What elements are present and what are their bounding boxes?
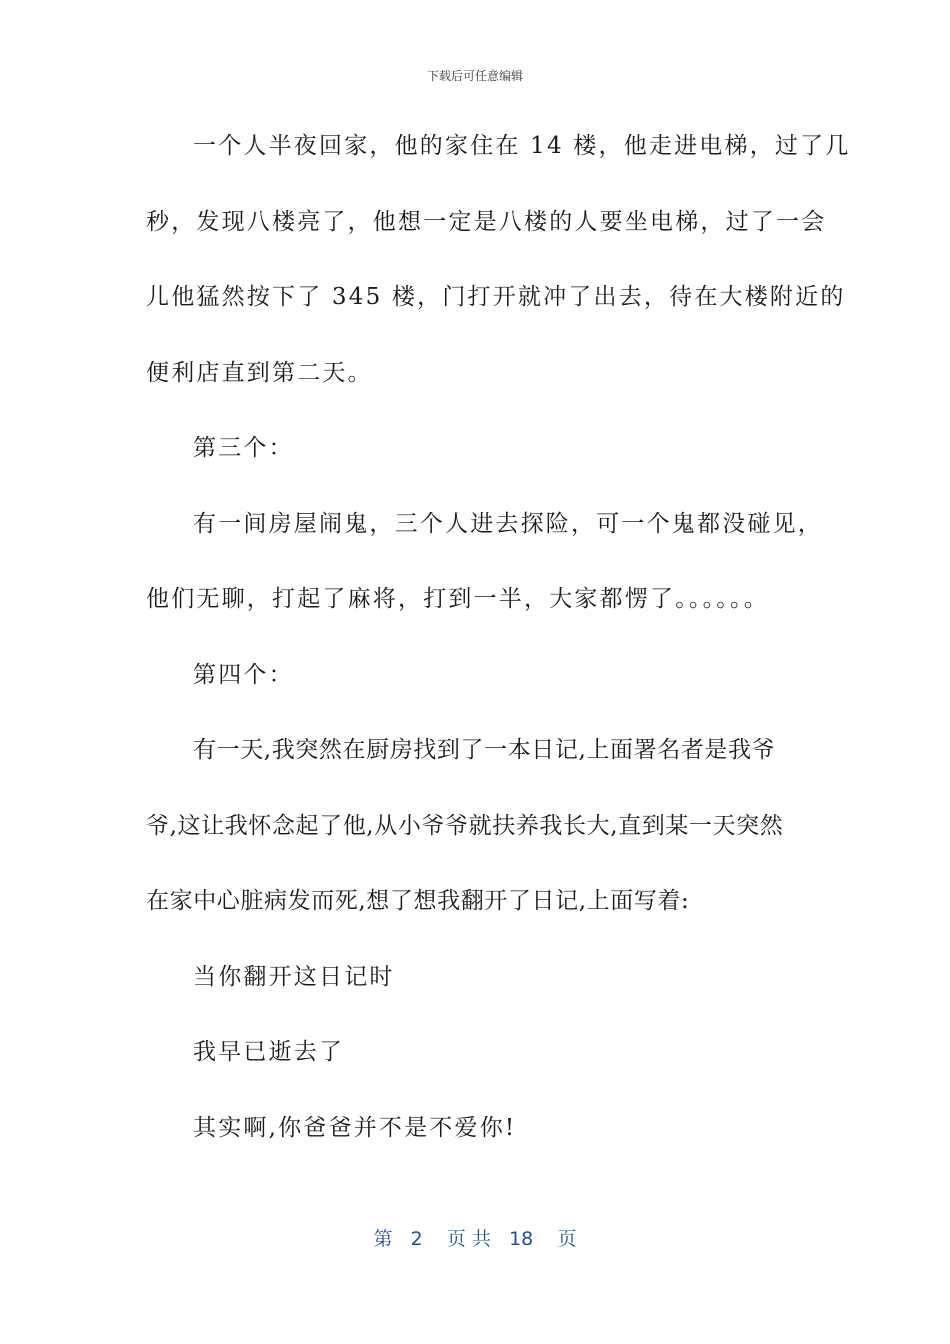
paragraph-line: 便利店直到第二天。 — [146, 359, 373, 386]
section-heading: 第三个： — [193, 435, 294, 461]
paragraph-line: 有一天,我突然在厨房找到了一本日记,上面署名者是我爷 — [193, 737, 776, 763]
paragraph-line: 有一间房屋闹鬼，三个人进去探险，可一个鬼都没碰见， — [193, 510, 823, 537]
paragraph-line: 其实啊,你爸爸并不是不爱你! — [193, 1114, 517, 1141]
paragraph-line: 儿他猛然按下了 345 楼，门打开就冲了出去，待在大楼附近的 — [146, 284, 846, 310]
document-body — [146, 124, 851, 1181]
section-heading: 第四个： — [193, 661, 294, 688]
page-label-mid: 页 共 — [446, 1228, 491, 1250]
paragraph-line: 在家中心脏病发而死,想了想我翻开了日记,上面写着: — [146, 888, 690, 914]
total-pages-number: 18 — [509, 1228, 534, 1250]
current-page-number: 2 — [410, 1228, 423, 1250]
paragraph-line: 秒，发现八楼亮了，他想一定是八楼的人要坐电梯，过了一会 — [146, 208, 827, 235]
page-footer — [0, 1224, 950, 1251]
page-label-suffix: 页 — [557, 1228, 577, 1250]
header-note: 下载后可任意编辑 — [426, 69, 523, 83]
paragraph-line: 一个人半夜回家，他的家住在 14 楼，他走进电梯，过了几 — [193, 133, 851, 159]
paragraph-line: 当你翻开这日记时 — [193, 963, 395, 990]
paragraph-line: 爷,这让我怀念起了他,从小爷爷就扶养我长大,直到某一天突然 — [146, 812, 784, 839]
page-label-prefix: 第 — [373, 1228, 393, 1250]
paragraph-line: 他们无聊，打起了麻将，打到一半，大家都愣了。。。。。。 — [146, 586, 769, 612]
paragraph-line: 我早已逝去了 — [193, 1039, 345, 1065]
